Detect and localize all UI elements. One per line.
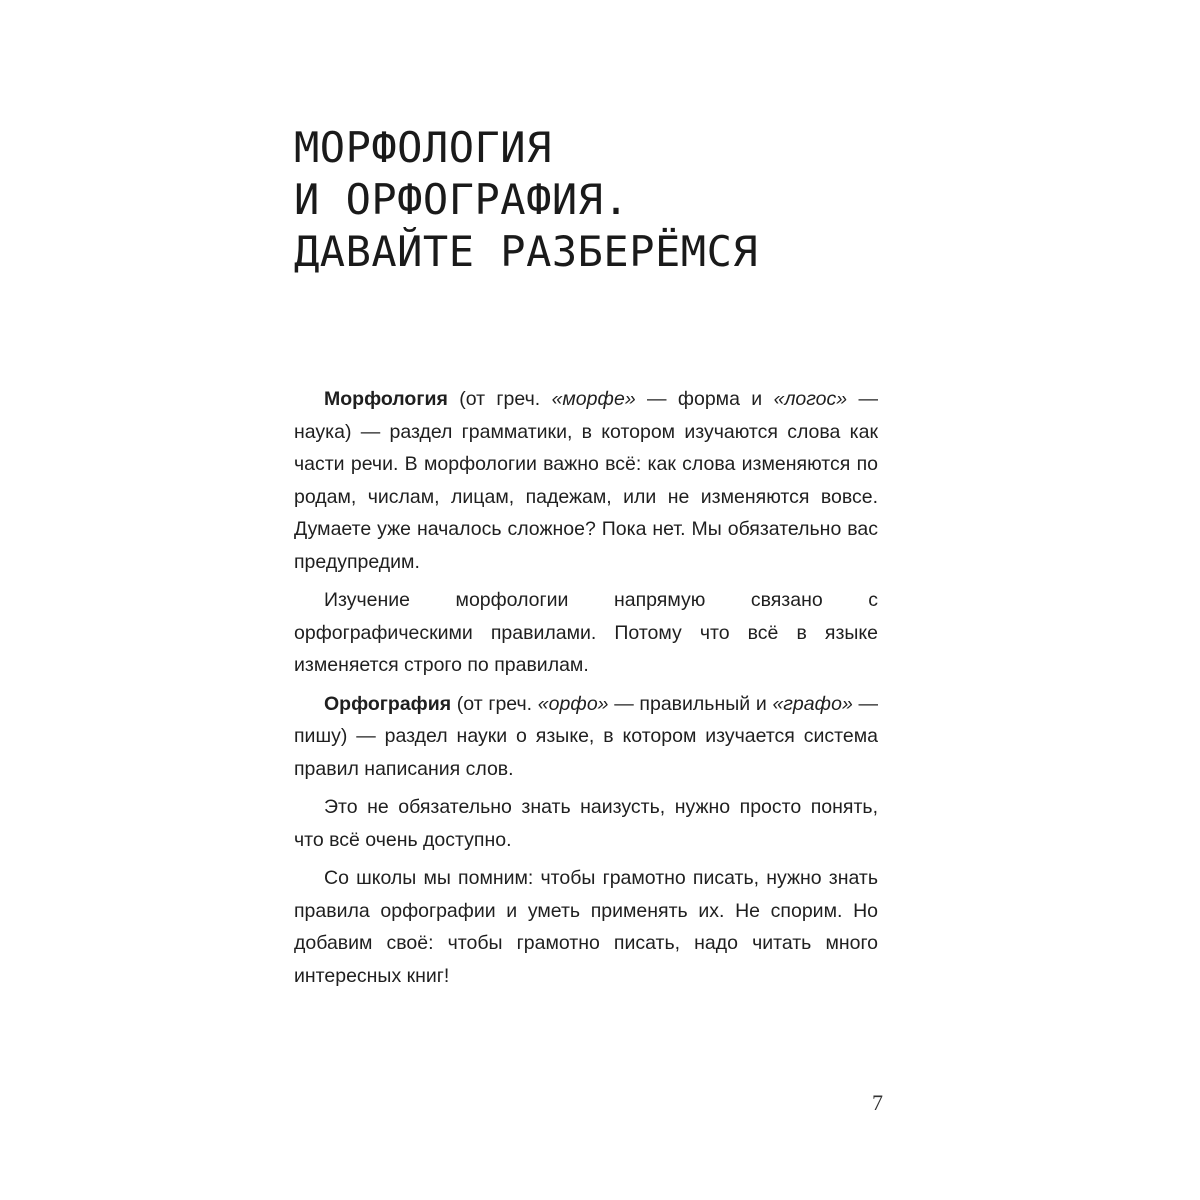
paragraph-text: — пишу) — раздел науки о языке, в котором изучается система правил написания слов. [294, 692, 878, 780]
greek-word: «морфе» [551, 388, 636, 410]
greek-word: «логос» [773, 388, 848, 410]
chapter-title-line-3: ДАВАЙТЕ РАЗБЕРЁМСЯ [294, 227, 759, 276]
term-orthography: Орфография [324, 692, 452, 715]
page-number: 7 [872, 1090, 883, 1115]
paragraph-reading-advice: Со школы мы помним: чтобы грамотно писать, нужно знать правила орфографии и уметь применять их. Не спорим. Но добавим своё: чтобы грамотно писать, надо читать много интересных книг! [294, 867, 878, 987]
greek-word: «графо» [772, 692, 853, 715]
paragraph-morphology-definition [294, 383, 878, 578]
paragraph-morphology-rules: Изучение морфологии напрямую связано с орфографическими правилами. Потому что всё в языке изменяется строго по правилам. [294, 589, 878, 676]
chapter-title [294, 122, 934, 278]
paragraph-text: — форма и [635, 388, 774, 410]
paragraph-text: — правильный и [608, 692, 773, 715]
greek-word: «орфо» [537, 692, 609, 715]
paragraph-text: (от греч. [447, 388, 552, 410]
chapter-title-line-1: МОРФОЛОГИЯ [294, 123, 552, 172]
paragraph-no-memorization: Это не обязательно знать наизусть, нужно просто понять, что всё очень доступно. [294, 796, 878, 851]
paragraph-orthography-definition [294, 688, 878, 786]
term-morphology: Морфология [324, 388, 448, 410]
body-text [294, 383, 878, 998]
chapter-title-line-2: И ОРФОГРАФИЯ. [294, 175, 630, 224]
paragraph-text: (от греч. [451, 692, 538, 715]
paragraph-text: — наука) — раздел грамматики, в котором изучаются слова как части речи. В морфологии важно всё: как слова изменяются по родам, числам, лицам, падежам, или не изменяются вовсе. Думаете уже началось сложное? Пока нет. Мы обязательно вас предупредим. [294, 388, 879, 573]
